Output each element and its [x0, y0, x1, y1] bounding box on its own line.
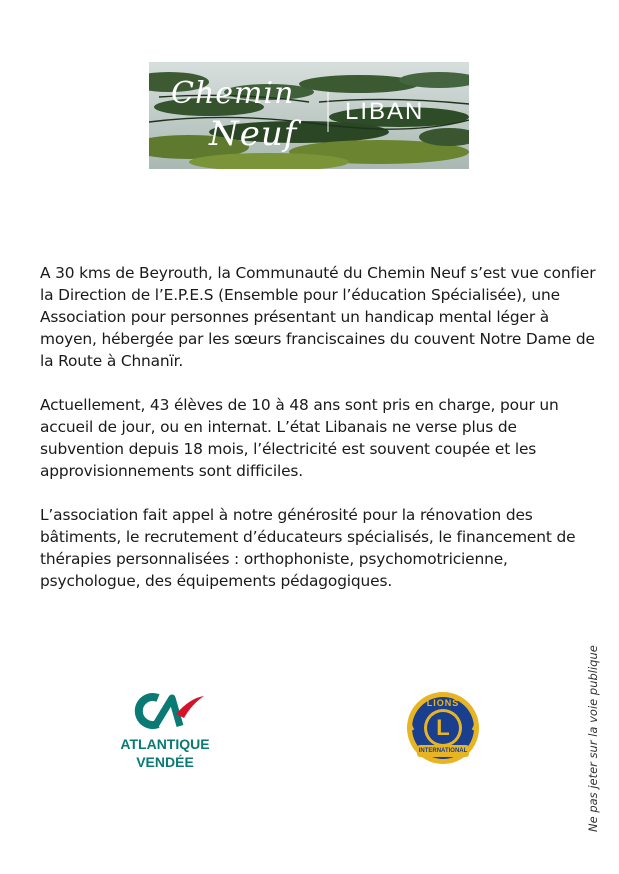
paragraph-situation: Actuellement, 43 élèves de 10 à 48 ans sont pris en charge, pour un accueil de jour, ou en internat. L’état Libanais ne verse plus de subvention depuis 18 mois, l’électricité est souvent coupée et les approvisionnements sont difficiles. [40, 396, 559, 480]
lions-club-logo [405, 690, 481, 766]
lions-bottom-text: INTERNATIONAL [418, 748, 468, 754]
lions-letter: L [436, 715, 450, 740]
banner-script-line2: Neuf [209, 114, 298, 154]
paragraph-appeal: L’association fait appel à notre générosité pour la rénovation des bâtiments, le recrutement d’éducateurs spécialisés, le financement de thérapies personnalisées : orthophoniste, psychomotricienne, psychologue, des équipements pédagogiques. [40, 506, 576, 590]
banner-script-line1: Chemin [171, 76, 295, 111]
paragraph-intro: A 30 kms de Beyrouth, la Communauté du Chemin Neuf s’est vue confier la Direction de l’E.P.E.S (Ensemble pour l’éducation Spécialisée), une Association pour personnes présentant un handicap mental léger à moyen, hébergée par les sœurs franciscaines du couvent Notre Dame de la Route à Chnanïr. [40, 264, 596, 370]
banner-country: LIBAN [345, 98, 425, 125]
ca-region-line2: VENDÉE [136, 754, 194, 770]
body-text [40, 262, 600, 614]
credit-agricole-mark [100, 690, 230, 735]
lions-top-text: LIONS [426, 698, 460, 708]
header-banner [149, 62, 469, 169]
credit-agricole-logo [100, 690, 230, 775]
disposal-notice: Ne pas jeter sur la voie publique [586, 645, 600, 832]
ca-region-line1: ATLANTIQUE [120, 736, 210, 752]
